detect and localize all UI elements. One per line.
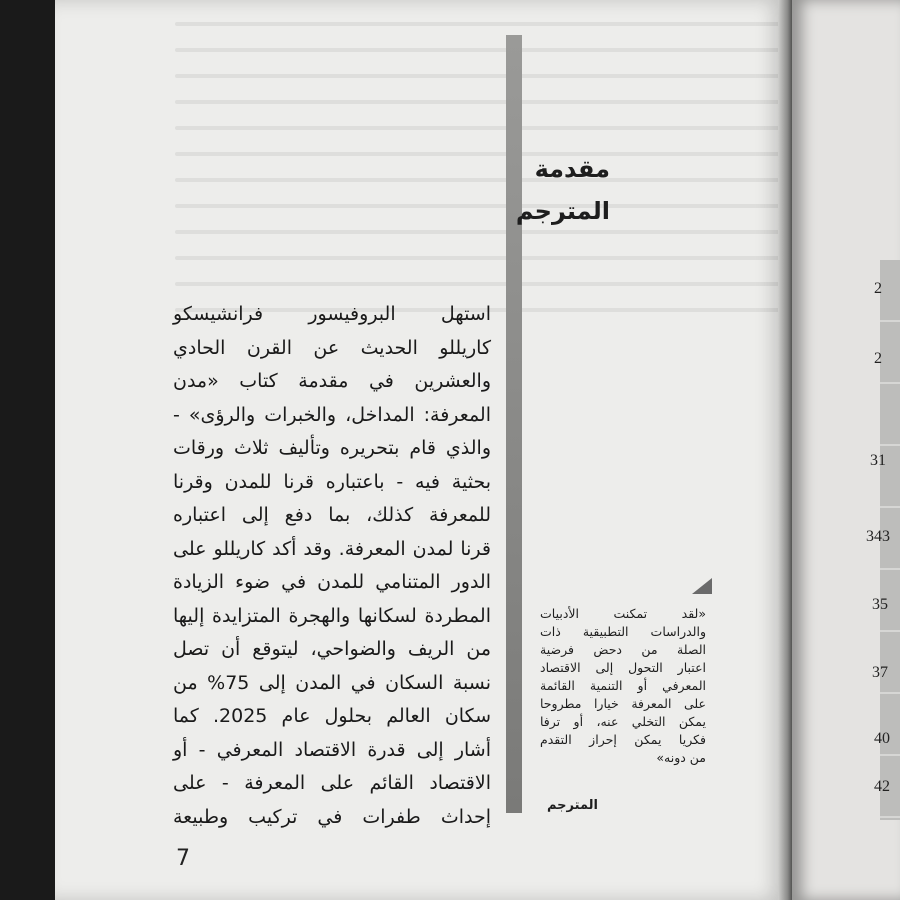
next-page-number: 40 — [874, 730, 890, 747]
body-paragraph — [173, 298, 491, 834]
heading-line-2: المترجم — [515, 197, 610, 225]
body-line: بحثية فيه - باعتباره قرنا للمدن وقرنا — [173, 470, 491, 493]
body-line: كاريللو الحديث عن القرن الحادي — [173, 336, 491, 359]
quote-line: الصلة من دحض فرضية — [540, 642, 706, 657]
body-line: استهل البروفيسور فرانشيسكو — [173, 303, 491, 325]
quote-line: يمكن التخلي عنه، أو ترفا — [540, 714, 706, 729]
quote-line: من دونه» — [656, 750, 706, 765]
quote-author: المترجم — [546, 798, 598, 813]
next-page-number: 31 — [870, 452, 886, 469]
body-line: المعرفة: المداخل، والخبرات والرؤى» - — [173, 403, 491, 426]
next-page-number: 35 — [872, 596, 888, 613]
quote-line: والدراسات التطبيقية ذات — [540, 624, 706, 639]
next-page-number: 37 — [872, 664, 888, 681]
pull-quote — [540, 605, 706, 767]
vertical-accent-bar — [506, 35, 522, 813]
next-page-number: 2 — [874, 280, 882, 297]
next-page-number: 343 — [866, 528, 890, 545]
next-page-numbers — [792, 0, 900, 900]
body-line: الاقتصاد القائم على المعرفة - على — [173, 772, 491, 794]
body-line: من الريف والضواحي، ليتوقع أن تصل — [173, 638, 491, 660]
quote-line: فكريا يمكن إحراز التقدم — [540, 732, 706, 747]
body-line: والذي قام بتحريره وتأليف ثلاث ورقات — [173, 437, 491, 459]
next-page-number: 2 — [874, 350, 882, 367]
body-line: قرنا لمدن المعرفة. وقد أكد كاريللو على — [173, 537, 491, 560]
quote-line: على المعرفة خيارا مطروحا — [540, 696, 706, 711]
body-line: والعشرين في مقدمة كتاب «مدن — [173, 370, 491, 392]
bleed-through-text — [175, 0, 825, 330]
quote-line: «لقد تمكنت الأدبيات — [540, 606, 706, 621]
page-number: 7 — [176, 846, 190, 871]
quote-line: المعرفي أو التنمية القائمة — [540, 678, 706, 693]
next-page-number: 42 — [874, 778, 890, 795]
body-line: إحداث طفرات في تركيب وطبيعة — [173, 805, 491, 828]
heading-line-1: مقدمة — [534, 155, 610, 183]
body-line: نسبة السكان في المدن إلى 75% من — [173, 671, 491, 694]
body-line: سكان العالم بحلول عام 2025. كما — [173, 705, 492, 727]
body-line: للمعرفة كذلك، بما دفع إلى اعتباره — [173, 504, 491, 526]
quote-line: اعتبار التحول إلى الاقتصاد — [540, 660, 706, 675]
body-line: أشار إلى قدرة الاقتصاد المعرفي - أو — [173, 738, 491, 761]
body-line: المطردة لسكانها والهجرة المتزايدة إليها — [173, 604, 491, 627]
quote-triangle-icon — [692, 578, 712, 594]
body-line: الدور المتنامي للمدن في ضوء الزيادة — [173, 571, 491, 593]
next-page-edge — [792, 0, 900, 900]
chapter-heading — [515, 148, 610, 232]
